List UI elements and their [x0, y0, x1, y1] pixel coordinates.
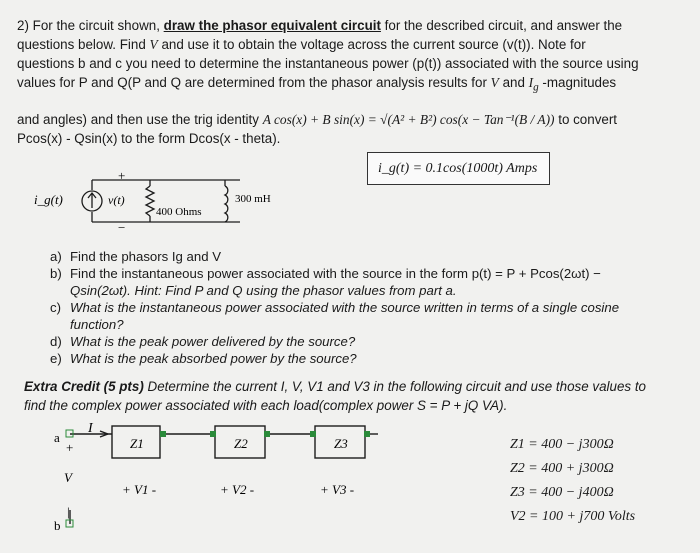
problem-line-3: questions b and c you need to determine the instantaneous power (p(t)) associated with the source using	[17, 56, 639, 71]
question-list	[50, 248, 619, 367]
v1-label: + V1 -	[122, 482, 157, 497]
inductor-label: 300 mH	[235, 193, 271, 205]
list-item: d) What is the peak power delivered by the source?	[50, 334, 356, 349]
source-equation-box: i_g(t) = 0.1cos(1000t) Amps	[367, 152, 550, 185]
list-item: b) Find the instantaneous power associated with the source in the form p(t) = P + Pcos(2ωt) −	[50, 266, 601, 281]
problem-line-2: questions below. Find V and use it to obtain the voltage across the current source (v(t)). Note for	[17, 37, 586, 52]
inductor-icon	[225, 186, 228, 222]
list-item: a) Find the phasors Ig and V	[50, 249, 222, 264]
problem-line-6: Pcos(x) - Qsin(x) to the form Dcos(x - theta).	[17, 131, 281, 146]
extra-credit-line-2: find the complex power associated with each load(complex power S = P + jQ VA).	[24, 398, 508, 413]
extra-credit-title: Extra Credit (5 pts)	[24, 379, 144, 394]
given-z1: Z1 = 400 − j300Ω	[510, 437, 614, 452]
z3-label: Z3	[334, 436, 348, 451]
list-item: Qsin(2ωt). Hint: Find P and Q using the phasor values from part a.	[70, 283, 457, 298]
given-z2: Z2 = 400 + j300Ω	[510, 461, 614, 476]
v-minus-sign: |	[67, 504, 70, 519]
circuit-diagram-1	[30, 160, 290, 240]
current-label-i: I	[88, 421, 93, 436]
given-z3: Z3 = 400 − j400Ω	[510, 485, 614, 500]
node-a-label: a	[54, 430, 60, 445]
source-label: i_g(t)	[34, 192, 63, 207]
list-item: c) What is the instantaneous power associated with the source written in terms of a single cosine	[50, 300, 620, 315]
underlined-instruction: draw the phasor equivalent circuit	[163, 18, 381, 33]
problem-line-4: values for P and Q(P and Q are determined from the phasor analysis results for V and $I_g$ -magnitudes	[17, 75, 617, 94]
trig-identity: A cos(x) + B sin(x) = √(A² + B²) cos(x − Tan⁻¹(B / A))	[262, 112, 555, 127]
voltage-label: v(t)	[108, 193, 125, 207]
given-v2: V2 = 100 + j700 Volts	[510, 509, 636, 524]
v3-label: + V3 -	[320, 482, 355, 497]
list-item: function?	[70, 317, 124, 332]
v2-label: + V2 -	[220, 482, 255, 497]
v-label: V	[64, 470, 72, 485]
problem-line-1: 2) For the circuit shown, draw the phasor equivalent circuit for the described circuit, and answer the	[17, 18, 623, 33]
circuit-diagram-2	[50, 420, 390, 535]
z1-label: Z1	[130, 436, 144, 451]
resistor-label: 400 Ohms	[156, 206, 202, 218]
problem-line-5: and angles) and then use the trig identity A cos(x) + B sin(x) = √(A² + B²) cos(x − Tan⁻¹(B / A)) to convert	[17, 112, 618, 127]
node-b-label: b	[54, 518, 61, 533]
plus-sign: +	[118, 168, 126, 183]
list-item: e) What is the peak absorbed power by the source?	[50, 351, 357, 366]
minus-sign: −	[118, 220, 126, 235]
resistor-icon	[146, 186, 154, 216]
z2-label: Z2	[234, 436, 248, 451]
extra-credit-line-1: Extra Credit (5 pts) Determine the current I, V, V1 and V3 in the following circuit and use those values to	[24, 379, 646, 394]
v-plus-sign: +	[66, 440, 74, 455]
given-values	[510, 433, 635, 529]
problem-number: 2)	[17, 18, 29, 33]
